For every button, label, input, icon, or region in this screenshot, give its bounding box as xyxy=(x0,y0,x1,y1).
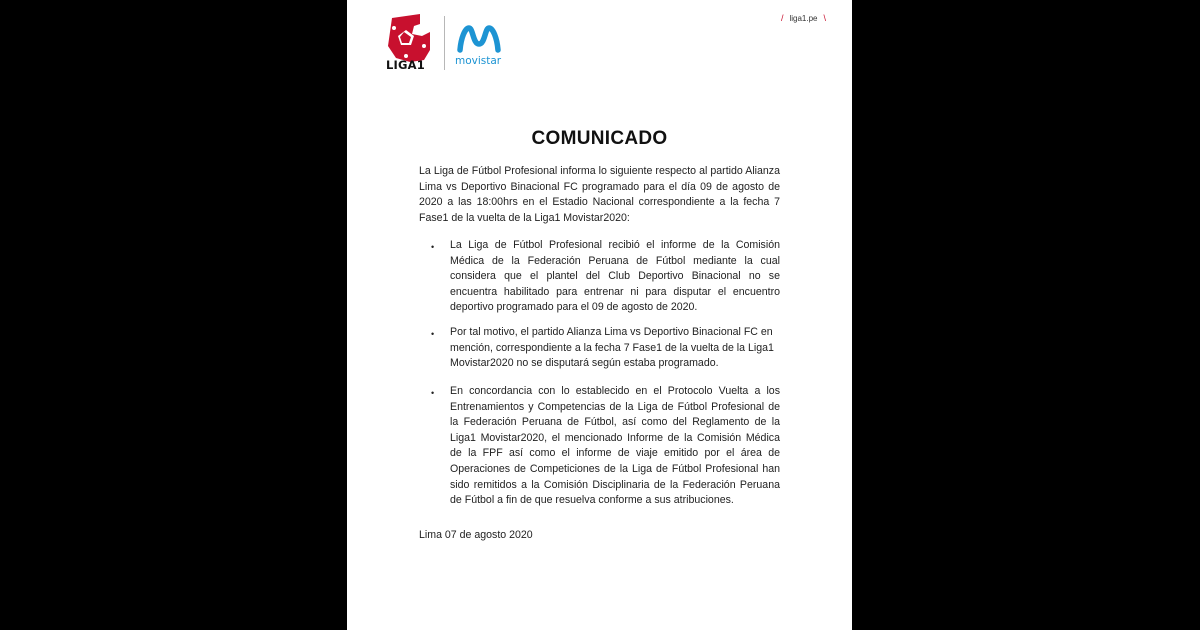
website-url: liga1.pe xyxy=(789,14,818,23)
document-page xyxy=(347,0,852,630)
intro-paragraph: La Liga de Fútbol Profesional informa lo siguiente respecto al partido Alianza Lima vs Deportivo Binacional FC programado para el día 09 de agosto de 2020 a las 18:00hrs en el Estadio Nacional correspondiente a la fecha 7 Fase1 de la vuelta de la Liga1 Movistar2020: xyxy=(419,165,780,224)
document-title: COMUNICADO xyxy=(531,128,668,149)
movistar-logo-icon xyxy=(457,24,501,54)
website-header xyxy=(775,13,832,23)
liga1-wordmark: LIGA1 xyxy=(386,58,425,72)
movistar-wordmark: movistar xyxy=(455,55,502,67)
bullet-icon: • xyxy=(431,388,435,398)
bullet-item: La Liga de Fútbol Profesional recibió el informe de la Comisión Médica de la Federación Peruana de Fútbol mediante la cual considera que el plantel del Club Deportivo Binacional no se encuentra habilitado para entrenar ni para disputar el encuentro deportivo programado para el 09 de agosto de 2020. xyxy=(450,239,780,314)
slash-mark-icon: / xyxy=(780,13,784,23)
bullet-icon: • xyxy=(431,242,435,252)
bullet-icon: • xyxy=(431,329,435,339)
closing-date: Lima 07 de agosto 2020 xyxy=(419,529,533,541)
slash-mark-icon: \ xyxy=(823,13,826,23)
bullet-item: Por tal motivo, el partido Alianza Lima vs Deportivo Binacional FC en mención, correspondiente a la fecha 7 Fase1 de la vuelta de la Liga1 Movistar2020 no se disputará según estaba programado. xyxy=(450,326,774,370)
bullet-item: En concordancia con lo establecido en el Protocolo Vuelta a los Entrenamientos y Competencias de la Liga de Fútbol Profesional de la Federación Peruana de Fútbol, así como del Reglamento de la Liga1 Movistar2020, el mencionado Informe de la Comisión Médica de la FPF así como el informe de viaje emitido por el área de Operaciones de Competiciones de la Liga de Fútbol Profesional han sido remitidos a la Comisión Disciplinaria de la Federación Peruana de Fútbol a fin de que resuelva conforme a sus atribuciones. xyxy=(450,385,780,507)
logo-divider xyxy=(444,16,445,70)
